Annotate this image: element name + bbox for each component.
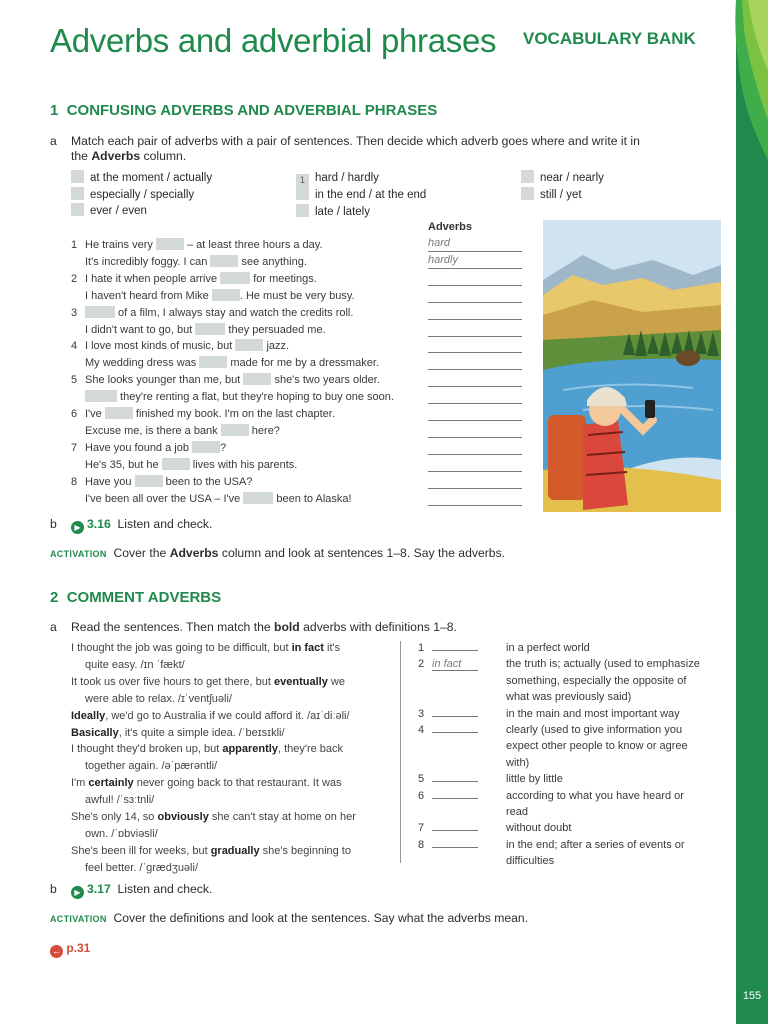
definition-text: something, especially the opposite of [506,674,687,687]
sentence-text: Excuse me, is there a bank [85,424,221,437]
definition-blank[interactable] [432,771,478,782]
answer-line[interactable] [428,491,522,506]
answer-line[interactable] [428,457,522,472]
definition-text: expect other people to know or agree [506,740,688,753]
activation-text: Cover the [113,546,170,560]
sentence-text: ? [220,441,227,454]
definition-number [418,853,508,869]
definition-list [506,640,731,870]
definition-number[interactable]: 6 [418,788,508,804]
sentence-text: I didn't want to go, but [85,323,196,336]
sentence-number: 7 [71,441,78,454]
definition-text: with) [506,756,530,769]
instruction-a [71,134,731,164]
definition-text: according to what you have heard or [506,789,684,802]
activation-bold: Adverbs [169,546,219,560]
answer-line[interactable] [428,474,522,489]
sentence-text: My wedding dress was [85,357,200,370]
definition-number [418,738,508,754]
pair-item [71,203,212,220]
instruction-text: Match each pair of adverbs with a pair of sentences. Then decide which adverb goes where and write it in [71,134,640,148]
audio-track[interactable]: 3.16 [87,517,111,531]
activation-1 [50,546,505,562]
instruction-letter: a [50,134,57,148]
page-reference[interactable] [50,941,90,958]
instruction-bold: bold [274,620,300,634]
sentence-text: for meetings. [250,272,317,285]
blank-gap[interactable] [220,272,250,284]
pair-column-2 [296,170,426,220]
definition-number[interactable]: 1 [418,640,508,656]
sentence-list [71,237,426,508]
blank-gap[interactable] [195,323,225,335]
pair-item [71,187,212,204]
definition-text: what was previously said) [506,691,632,704]
pair-text: especially / specially [90,188,195,201]
audio-icon[interactable]: ▶ [71,521,84,534]
pair-text: at the moment / actually [90,172,213,184]
definition-number[interactable]: 8 [418,837,508,853]
comment-sentence-line: feel better. /ˈɡrædʒuəli/ [85,861,198,874]
pair-item [521,170,604,187]
definition-blank[interactable] [432,722,478,733]
blank-gap[interactable] [212,289,240,301]
sentence-row [71,237,426,254]
listen-text: Listen and check. [117,517,213,531]
blank-gap[interactable] [235,339,263,351]
comment-sentence-line: own. /ˈɒbviəsli/ [85,827,158,840]
sentence-text: of a film, I always stay and watch the credits roll. [115,306,354,319]
sentence-text: lives with his parents. [189,458,298,471]
pair-item [71,170,212,187]
sentence-text: here? [248,424,280,437]
blank-gap[interactable] [162,458,190,470]
definition-number[interactable]: 4 [418,722,508,738]
back-arrow-icon: ← [52,946,61,956]
pair-text: in the end / at the end [315,189,427,201]
page-ref-text: p.31 [66,941,91,955]
sentence-text: she's two years older. [271,374,380,387]
sentence-number: 3 [71,306,78,319]
sentence-row [71,389,426,406]
pair-text: hard / hardly [315,172,379,184]
comment-sentence-line: She's only 14, so obviously she can't stay at home on her [71,811,356,824]
sentence-text: see anything. [238,255,307,268]
definition-blank[interactable] [432,706,478,717]
instruction-bold: Adverbs [91,149,141,163]
sentence-text: I hate it when people arrive [85,272,221,285]
comment-sentence-line: quite easy. /ɪn ˈfækt/ [85,658,185,671]
pair-text: ever / even [90,205,147,217]
listen-b-letter: b [50,517,57,531]
answer-box[interactable]: 1 [296,174,309,187]
answer-line[interactable] [428,271,522,286]
definition-text: read [506,806,529,819]
activation-2 [50,911,528,927]
comment-sentence-line: I thought they'd broken up, but apparently, they're back [71,743,344,756]
sentence-text: finished my book. I'm on the last chapter. [132,408,335,421]
sentence-row [71,474,426,491]
sentence-text: I've been all over the USA – I've [85,492,244,505]
definition-blank[interactable]: in fact [432,656,478,671]
answer-box[interactable] [296,187,309,200]
sentence-text: He's 35, but he [85,458,162,471]
sentence-text: jazz. [263,340,290,353]
blank-gap[interactable] [156,238,184,250]
sentence-row [71,338,426,355]
answer-line[interactable] [428,305,522,320]
section-number: 2 [50,589,59,606]
answer-box[interactable] [71,170,84,183]
sentence-row [71,440,426,457]
blank-gap[interactable] [210,255,238,267]
sentence-text: Have you [85,475,135,488]
pair-item [521,187,604,204]
comment-sentence-line: together again. /əˈpærəntli/ [85,760,218,773]
definition-text: without doubt [506,822,572,835]
leaf-decoration [728,0,768,160]
answer-line[interactable]: hardly [428,254,522,269]
sentence-row [71,491,426,508]
definition-text: in the end; after a series of events or [506,838,685,851]
activation-text: column and look at sentences 1–8. Say the adverbs. [218,546,506,560]
listen-b-letter: b [50,882,57,896]
answer-line[interactable] [428,372,522,387]
answer-line[interactable] [428,423,522,438]
pair-column-1 [71,170,212,220]
comment-sentence-line: awful! /ˈsɜːtnli/ [85,794,155,807]
answer-box[interactable] [521,170,534,183]
definition-text: little by little [506,773,563,786]
answer-line[interactable] [428,322,522,337]
instruction-text: column. [140,149,187,163]
section-number: 1 [50,102,59,119]
comment-sentence-line: Ideally, we'd go to Australia if we could afford it. /aɪˈdiːəli/ [71,709,350,722]
sentence-text: He trains very [85,239,156,251]
blank-gap[interactable] [199,356,227,368]
answer-line[interactable]: hard [428,237,522,252]
blank-gap[interactable] [243,373,271,385]
sentence-text: She looks younger than me, but [85,374,244,387]
definition-blank[interactable] [432,820,478,831]
sentence-row [71,355,426,372]
pair-item [296,170,426,187]
section-2-heading [50,589,221,606]
page-number: 155 [742,990,762,1002]
adverbs-column-header: Adverbs [428,221,473,233]
sentence-text: Have you found a job [85,441,193,454]
definition-number[interactable]: 7 [418,820,508,836]
sentence-row [71,305,426,322]
answer-box[interactable] [521,187,534,200]
section-tag: VOCABULARY BANK [523,29,696,48]
sentence-number: 6 [71,408,78,421]
sentence-row [71,254,426,271]
page-title: Adverbs and adverbial phrases [50,22,497,59]
instruction-text: adverbs with definitions 1–8. [299,620,457,634]
section-1-heading [50,102,437,119]
comment-sentence-line: were able to relax. /ɪˈventʃuəli/ [85,692,232,705]
sentence-text: been to the USA? [162,475,253,488]
definition-text: clearly (used to give information you [506,724,683,737]
instruction-letter: a [50,620,57,634]
sentence-text: – at least three hours a day. [183,239,323,251]
answer-line[interactable] [428,440,522,455]
pair-item [296,187,426,204]
comment-sentence-line: She's been ill for weeks, but gradually she's beginning to [71,844,351,857]
answer-box[interactable] [71,187,84,200]
definition-number [418,673,508,689]
definition-number[interactable]: 2 in fact [418,656,508,672]
pair-text: late / lately [315,205,370,218]
section-title: COMMENT ADVERBS [66,589,222,606]
activation-label: ACTIVATION [50,914,107,924]
sentence-row [71,322,426,339]
sentence-row [71,406,426,423]
blank-gap[interactable] [221,424,249,436]
sentence-text: they persuaded me. [225,323,326,336]
listen-text: Listen and check. [117,882,213,896]
definition-number[interactable]: 5 [418,771,508,787]
comment-sentence-line: Basically, it's quite a simple idea. /ˈbeɪsɪkli/ [71,726,285,739]
sentence-row [71,423,426,440]
definition-text: in the main and most important way [506,707,680,720]
sentence-number: 5 [71,374,78,387]
sentence-text: . He must be very busy. [239,289,355,302]
comment-sentence-line: I'm certainly never going back to that restaurant. It was [71,777,342,790]
blank-gap[interactable] [243,492,273,504]
definition-blank[interactable] [432,788,478,799]
definition-blank[interactable] [432,640,478,651]
instruction-2a [71,620,457,635]
sentence-text: I haven't heard from Mike [85,289,212,302]
blank-gap[interactable] [105,407,133,419]
section-title: CONFUSING ADVERBS AND ADVERBIAL PHRASES [66,102,438,119]
sentence-number: 4 [71,340,78,353]
sentence-number: 8 [71,475,78,488]
sentence-number: 1 [71,239,78,251]
pair-column-3 [521,170,604,203]
sentence-row [71,457,426,474]
sentence-text: they're renting a flat, but they're hoping to buy one soon. [117,391,394,404]
activation-text: Cover the definitions and look at the sentences. Say what the adverbs mean. [113,911,529,925]
definition-number [418,804,508,820]
answer-box[interactable] [71,203,84,216]
definition-text: the truth is; actually (used to emphasize [506,658,700,671]
comment-sentence-line: I thought the job was going to be difficult, but in fact it's [71,642,341,654]
answer-line[interactable] [428,406,522,421]
pair-text: still / yet [540,188,582,201]
audio-icon[interactable]: ▶ [71,886,84,899]
answer-line[interactable] [428,288,522,303]
sentence-text: I've [85,408,105,421]
activation-label: ACTIVATION [50,549,107,559]
hiker-illustration [543,220,721,512]
answer-line[interactable] [428,355,522,370]
definition-number [418,689,508,705]
definition-blank[interactable] [432,837,478,848]
comment-sentences [71,640,396,877]
definition-text: difficulties [506,855,555,868]
sentence-text: been to Alaska! [273,492,352,505]
sentence-number: 2 [71,272,78,285]
audio-track[interactable]: 3.17 [87,882,111,896]
sentence-row [71,271,426,288]
sentence-row [71,372,426,389]
pair-item [296,204,426,221]
blank-gap[interactable] [135,475,163,487]
answer-box[interactable] [296,204,309,217]
sentence-row [71,288,426,305]
blank-gap[interactable] [192,441,220,453]
answer-line[interactable] [428,389,522,404]
instruction-text: the [71,149,92,163]
blank-gap[interactable] [85,306,115,318]
definition-numbers [418,640,508,870]
pair-text: near / nearly [540,172,604,184]
sentence-text: made for me by a dressmaker. [227,357,379,370]
instruction-text: Read the sentences. Then match the [71,620,275,634]
sentence-text: I love most kinds of music, but [85,340,236,353]
listen-check-1 [71,517,212,534]
column-divider [400,641,401,863]
comment-sentence-line: It took us over five hours to get there, but eventually we [71,675,345,688]
definition-text: in a perfect world [506,642,590,654]
answer-line[interactable] [428,338,522,353]
listen-check-2 [71,882,212,899]
definition-number[interactable]: 3 [418,706,508,722]
definition-number [418,755,508,771]
sentence-text: It's incredibly foggy. I can [85,255,211,268]
blank-gap[interactable] [85,390,117,402]
